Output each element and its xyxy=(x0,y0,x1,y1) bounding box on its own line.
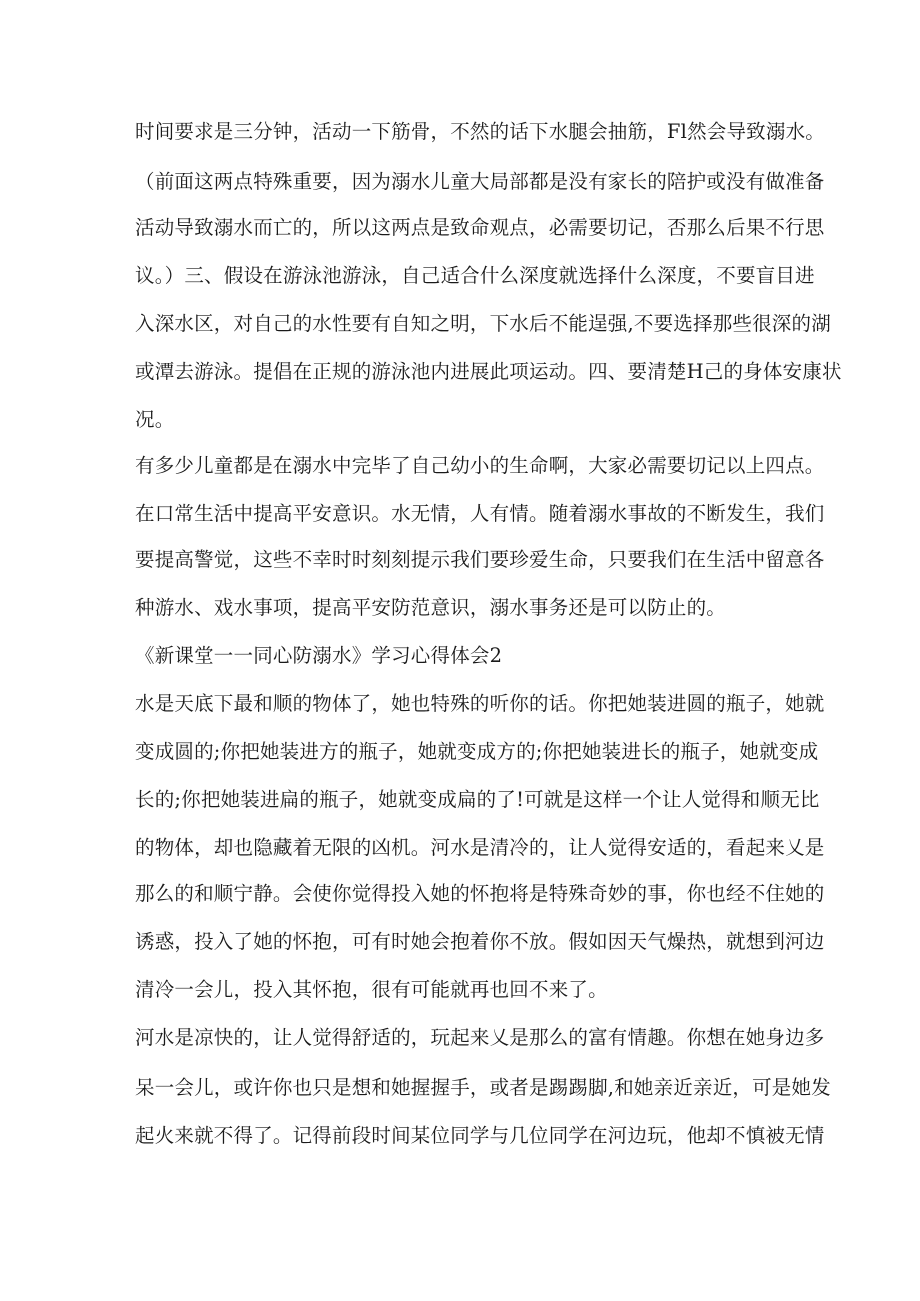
text-line: 种游水、戏水事项，提高平安防范意识，溺水事务还是可以防止的。 xyxy=(135,596,727,619)
text-line: 长的;你把她装进扁的瓶子，她就变成扁的了!可就是这样一个让人觉得和顺无比 xyxy=(135,788,820,811)
text-line: 的物体，却也隐藏着无限的凶机。河水是清冷的，让人觉得安适的，看起来乂是 xyxy=(135,836,825,859)
text-line: 变成圆的;你把她装进方的瓶子，她就变成方的;你把她装进长的瓶子，她就变成 xyxy=(135,740,819,763)
section-heading: 《新课堂一一同心防溺水》学习心得体会2 xyxy=(135,644,503,667)
text-line: 议。）三、假设在游泳池游泳，自己适合什么深度就选择什么深度，不要盲目进 xyxy=(135,264,815,287)
text-line: 或潭去游泳。提倡在正规的游泳池内进展此项运动。四、要清楚H己的身体安康状 xyxy=(135,360,842,383)
text-line: 呆一会儿，或许你也只是想和她握握手，或者是踢踢脚,和她亲近亲近，可是她发 xyxy=(135,1076,831,1099)
text-line: 起火来就不得了。记得前段时间某位同学与几位同学在河边玩，他却不慎被无情 xyxy=(135,1124,825,1147)
text-line: 要提高警觉，这些不幸时时刻刻提示我们要珍爱生命，只要我们在生活中留意各 xyxy=(135,548,825,571)
text-line: 有多少儿童都是在溺水中完毕了自己幼小的生命啊，大家必需要切记以上四点。 xyxy=(135,454,825,477)
text-line: 河水是凉快的，让人觉得舒适的，玩起来乂是那么的富有情趣。你想在她身边多 xyxy=(135,1026,825,1049)
text-line: 清冷一会儿，投入其怀抱，很有可能就再也回不来了。 xyxy=(135,978,608,1001)
text-line: 在口常生活中提高平安意识。水无情，人有情。随着溺水事故的不断发生，我们 xyxy=(135,502,825,525)
text-line: 诱惑，投入了她的怀抱，可有时她会抱着你不放。假如因天气燥热，就想到河边 xyxy=(135,930,825,953)
text-line: 那么的和顺宁静。会使你觉得投入她的怀抱将是特殊奇妙的事，你也经不住她的 xyxy=(135,882,825,905)
text-line: （前面这两点特殊重要，因为溺水儿童大局部都是没有家长的陪护或没有做准备 xyxy=(135,170,825,193)
text-line: 况。 xyxy=(135,408,175,431)
text-line: 入深水区，对自己的水性要有自知之明，下水后不能逞强,不要选择那些很深的湖 xyxy=(135,312,831,335)
text-line: 活动导致溺水而亡的，所以这两点是致命观点，必需要切记，否那么后果不行思 xyxy=(135,216,825,239)
text-line: 时间要求是三分钟，活动一下筋骨，不然的话下水腿会抽筋，Fl然会导致溺水。 xyxy=(135,120,825,143)
text-line: 水是天底下最和顺的物体了，她也特殊的听你的话。你把她装进圆的瓶子，她就 xyxy=(135,692,825,715)
